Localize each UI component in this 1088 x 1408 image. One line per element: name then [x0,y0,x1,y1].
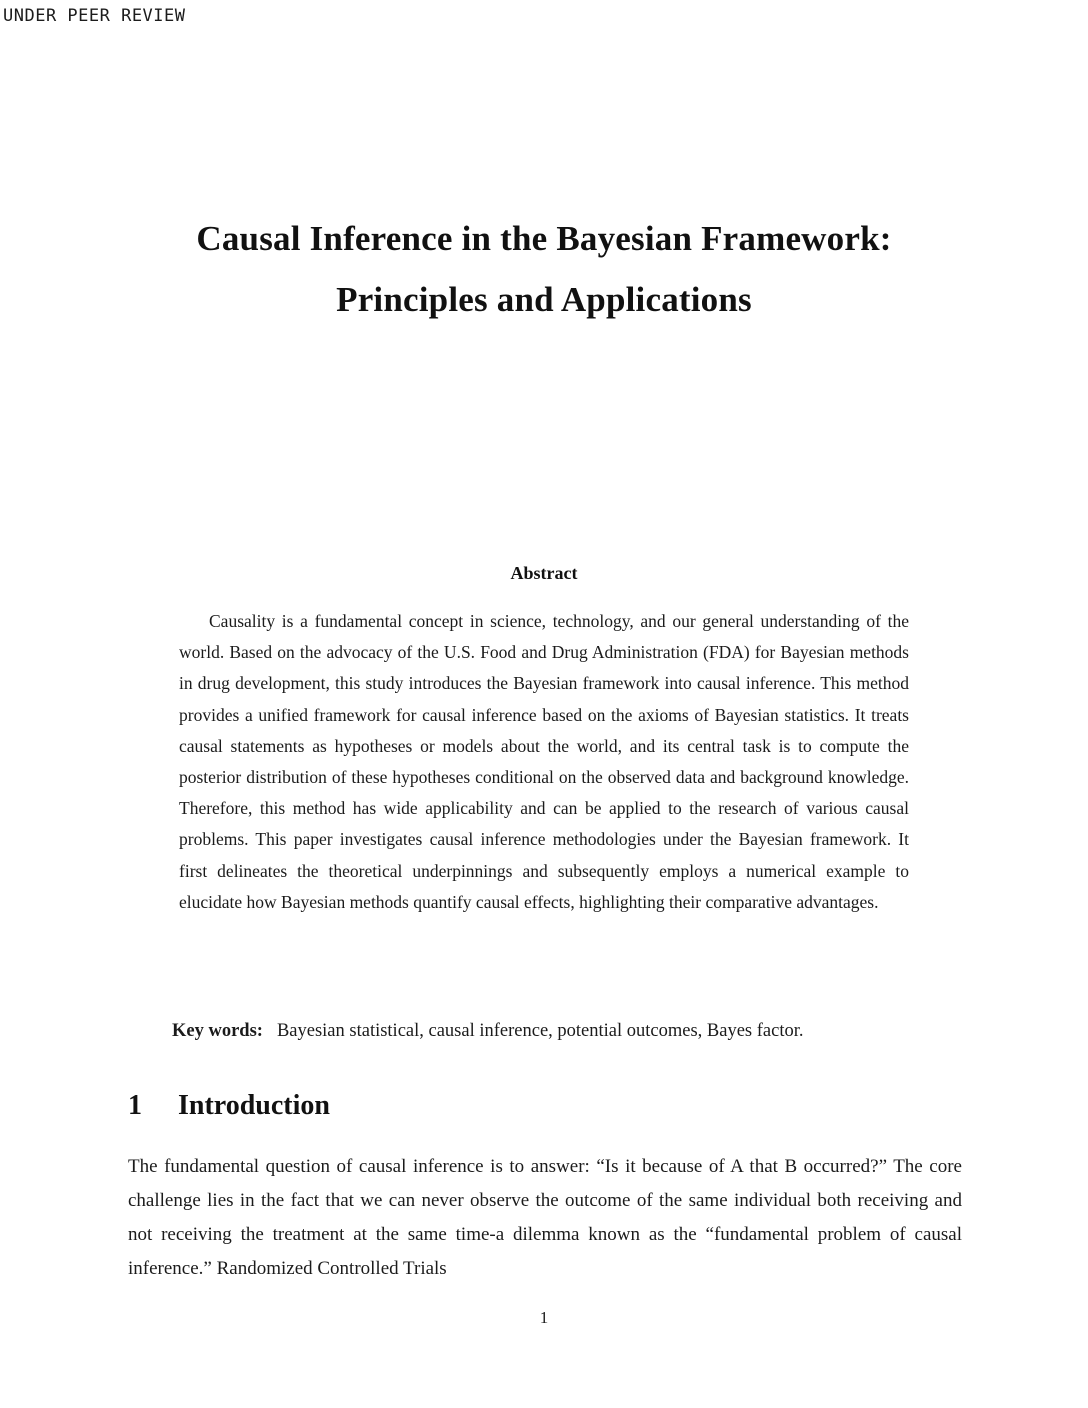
paper-title [0,208,1088,330]
paper-title-line2: Principles and Applications [336,280,752,319]
introduction-paragraph: The fundamental question of causal inference is to answer: “Is it because of A that B occurred?” The core challenge lies in the fact that we can never observe the outcome of the same individual both receiving and not receiving the treatment at the same time-a dilemma known as the “fundamental problem of causal inference.” Randomized Controlled Trials [128,1156,962,1279]
abstract-heading: Abstract [510,563,578,583]
keywords-text: Bayesian statistical, causal inference, potential outcomes, Bayes factor. [276,1021,804,1041]
section-1-number: 1 [128,1090,142,1121]
page-number: 1 [539,1308,549,1327]
peer-review-watermark: UNDER PEER REVIEW [3,6,186,26]
section-1-title: Introduction [178,1090,330,1121]
keywords-line [172,1016,962,1046]
section-1-heading [128,1090,330,1122]
abstract-text: Causality is a fundamental concept in science, technology, and our general understanding of the world. Based on the advocacy of the U.S. Food and Drug Administration (FDA) for Bayesian methods in drug development, this study introduces the Bayesian framework into causal inference. This method provides a unified framework for causal inference based on the axioms of Bayesian statistics. It treats causal statements as hypotheses or models about the world, and its central task is to compute the posterior distribution of these hypotheses conditional on the observed data and background knowledge. Therefore, this method has wide applicability and can be applied to the research of various causal problems. This paper investigates causal inference methodologies under the Bayesian framework. It first delineates the theoretical underpinnings and subsequently employs a numerical example to elucidate how Bayesian methods quantify causal effects, highlighting their comparative advantages. [179,611,909,912]
paper-title-line1: Causal Inference in the Bayesian Framework: [196,219,892,258]
keywords-label: Key words: [172,1021,263,1041]
